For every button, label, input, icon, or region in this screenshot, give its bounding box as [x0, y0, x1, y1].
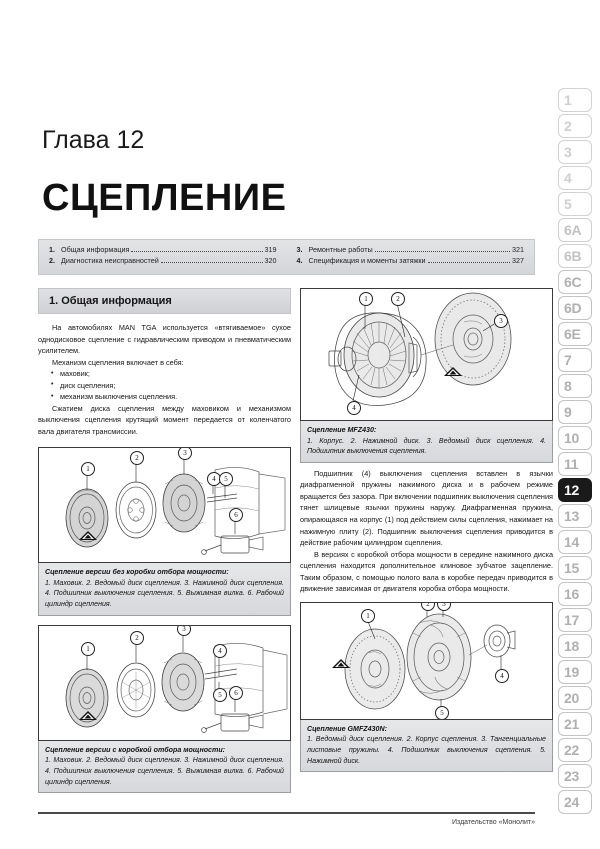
intro-paragraph-2: Механизм сцепления включает в себя: — [52, 357, 184, 367]
chapter-tab-12[interactable]: 12 — [558, 478, 592, 502]
toc-entry[interactable] — [297, 255, 525, 266]
right-column — [300, 288, 553, 772]
caption-body: 1. Маховик. 2. Ведомый диск сцепления. 3. Нажимной диск сцепления. 4. Подшипник выключения сцепления. 5. Выжимная вилка. 6. Рабочий цилиндр сцепления. — [45, 756, 284, 786]
footer-divider — [38, 812, 535, 814]
callout-3: 3 — [494, 314, 508, 328]
chapter-tab-18[interactable]: 18 — [558, 634, 592, 658]
toc-entry[interactable] — [297, 244, 525, 255]
toc-label: Диагностика неисправностей — [61, 256, 159, 266]
figure-clutch-with-pto — [38, 625, 291, 741]
chapter-tab-4[interactable]: 4 — [558, 166, 592, 190]
callout-6: 6 — [229, 686, 243, 700]
chapter-tab-11[interactable]: 11 — [558, 452, 592, 476]
section-heading-bar — [38, 288, 291, 314]
chapter-tab-10[interactable]: 10 — [558, 426, 592, 450]
toc-leader — [428, 255, 510, 263]
toc-entry[interactable] — [49, 255, 277, 266]
body-paragraph-4: Подшипник (4) выключения сцепления вставлен в язычки диафрагменной пружины нажимного диска и в рабочем режиме вращается без зазора. При включении подшипник выключения сцепления тянет шлицевые язычки пружины наружу. Диафрагменная пружина, опирающаяся на корпус (1) под действием силы сцепления, нажимает на нажимную плиту (2). Подшипник выключения сцепления приводится в действие рабочим цилиндром сцепления. — [300, 468, 553, 548]
toc-label: Спецификация и моменты затяжки — [308, 256, 426, 266]
callout-1: 1 — [359, 292, 373, 306]
callout-2: 2 — [130, 631, 144, 645]
figure-gmfz430n-caption — [300, 720, 553, 773]
callout-1: 1 — [361, 609, 375, 623]
caption-body: 1. Корпус. 2. Нажимной диск. 3. Ведомый диск сцепления. 4. Подшипник выключения сцепления. — [307, 436, 546, 456]
figure-clutch-without-pto-caption — [38, 563, 291, 616]
toc-page-number: 320 — [264, 256, 277, 266]
chapter-tab-19[interactable]: 19 — [558, 660, 592, 684]
chapter-label: Глава 12 — [42, 126, 145, 154]
figure-clutch-with-pto-drawing — [39, 626, 290, 740]
figure-mfz430 — [300, 288, 553, 421]
callout-3: 3 — [437, 602, 451, 611]
caption-title: Сцепление MFZ430: — [307, 426, 377, 434]
toc-leader — [131, 244, 262, 252]
toc-leader — [161, 255, 263, 263]
chapter-tab-strip — [558, 88, 592, 814]
chapter-tab-13[interactable]: 13 — [558, 504, 592, 528]
toc-label: Ремонтные работы — [308, 245, 373, 254]
figure-clutch-with-pto-caption — [38, 741, 291, 794]
callout-1: 1 — [81, 642, 95, 656]
toc-page-number: 321 — [512, 245, 524, 254]
callout-4: 4 — [347, 401, 361, 415]
toc-label: Общая информация — [61, 245, 130, 254]
caption-body: 1. Маховик. 2. Ведомый диск сцепления. 3. Нажимной диск сцепления. 4. Подшипник выключения сцепления. 5. Выжимная вилка. 6. Рабочий цилиндр сцепления. — [45, 578, 284, 609]
toc-number: 4. — [296, 256, 303, 266]
chapter-tab-8[interactable]: 8 — [558, 374, 592, 398]
section-heading-text: 1. Общая информация — [49, 295, 172, 307]
figure-mfz430-drawing — [301, 289, 552, 420]
chapter-tab-7[interactable]: 7 — [558, 348, 592, 372]
chapter-tab-15[interactable]: 15 — [558, 556, 592, 580]
toc-column-right — [287, 240, 535, 274]
intro-paragraph-3: Сжатием диска сцепления между маховиком и механизмом выключения сцепления крутящий момент передается от коленчатого вала двигателя трансмиссии. — [38, 403, 291, 436]
toc-page-number: 327 — [512, 256, 524, 266]
chapter-tab-22[interactable]: 22 — [558, 738, 592, 762]
chapter-tab-16[interactable]: 16 — [558, 582, 592, 606]
chapter-tab-21[interactable]: 21 — [558, 712, 592, 736]
chapter-tab-6d[interactable]: 6D — [558, 296, 592, 320]
callout-4: 4 — [495, 669, 509, 683]
toc-number: 2. — [49, 256, 55, 266]
chapter-tab-20[interactable]: 20 — [558, 686, 592, 710]
callout-2: 2 — [130, 451, 144, 465]
figure-gmfz430n — [300, 602, 553, 720]
toc-entry[interactable] — [49, 244, 277, 255]
chapter-tab-6b[interactable]: 6B — [558, 244, 592, 268]
clutch-components-list — [38, 368, 291, 403]
caption-title: Сцепление GMFZ430N: — [307, 724, 387, 733]
caption-title: Сцепление версии с коробкой отбора мощности: — [45, 745, 226, 754]
chapter-tab-5[interactable]: 5 — [558, 192, 592, 216]
toc-leader — [375, 244, 510, 252]
publisher-name: Издательство «Монолит» — [451, 819, 535, 826]
chapter-tab-6e[interactable]: 6E — [558, 322, 592, 346]
callout-2: 2 — [391, 292, 405, 306]
callout-2: 2 — [421, 602, 435, 611]
toc-number: 3. — [296, 245, 303, 254]
chapter-tab-9[interactable]: 9 — [558, 400, 592, 424]
body-paragraph-5: В версиях с коробкой отбора мощности в середине нажимного диска сцепления находится дополнительное клиновое зубчатое зацепление. Таким образом, с помощью полого вала в коробке передач приводится в движение зависимая от двигателя коробка отбора мощности. — [300, 549, 553, 594]
caption-body: 1. Ведомый диск сцепления. 2. Корпус сцепления. 3. Тангенциальные листовые пружины. 4. Подшипник выключения сцепления. 5. Нажимной диск. — [307, 735, 546, 765]
chapter-tab-3[interactable]: 3 — [558, 140, 592, 164]
chapter-tab-24[interactable]: 24 — [558, 790, 592, 814]
chapter-tab-14[interactable]: 14 — [558, 530, 592, 554]
left-column — [38, 322, 291, 793]
chapter-tab-6a[interactable]: 6A — [558, 218, 592, 242]
page-title: СЦЕПЛЕНИЕ — [42, 177, 287, 219]
list-item: • механизм выключения сцепления. — [60, 391, 291, 403]
chapter-tab-2[interactable]: 2 — [558, 114, 592, 138]
figure-clutch-without-pto — [38, 447, 291, 563]
caption-title: Сцепление версии без коробки отбора мощности: — [45, 568, 229, 577]
list-item: • диск сцепления; — [60, 380, 291, 392]
callout-4: 4 — [213, 644, 227, 658]
toc-number: 1. — [49, 245, 55, 254]
callout-5: 5 — [219, 472, 233, 486]
callout-3: 3 — [178, 447, 192, 460]
callout-3: 3 — [177, 625, 191, 636]
callout-4: 4 — [207, 472, 221, 486]
callout-6: 6 — [229, 508, 243, 522]
callout-1: 1 — [81, 462, 95, 476]
table-of-contents — [38, 239, 535, 275]
figure-mfz430-caption — [300, 421, 553, 463]
callout-5: 5 — [213, 688, 227, 702]
chapter-tab-1[interactable]: 1 — [558, 88, 592, 112]
chapter-tab-23[interactable]: 23 — [558, 764, 592, 788]
list-item: • маховик; — [60, 368, 291, 380]
figure-gmfz430n-drawing — [301, 603, 552, 719]
chapter-tab-17[interactable]: 17 — [558, 608, 592, 632]
intro-paragraph-1: На автомобилях MAN TGA используется «втягиваемое» сухое однодисковое сцепление с гидравлическим приводом и пневматическим усилителем. — [38, 323, 291, 356]
toc-page-number: 319 — [264, 245, 277, 254]
callout-5: 5 — [435, 706, 449, 720]
toc-column-left — [39, 240, 287, 274]
chapter-tab-6c[interactable]: 6C — [558, 270, 592, 294]
figure-clutch-without-pto-drawing — [39, 448, 290, 562]
